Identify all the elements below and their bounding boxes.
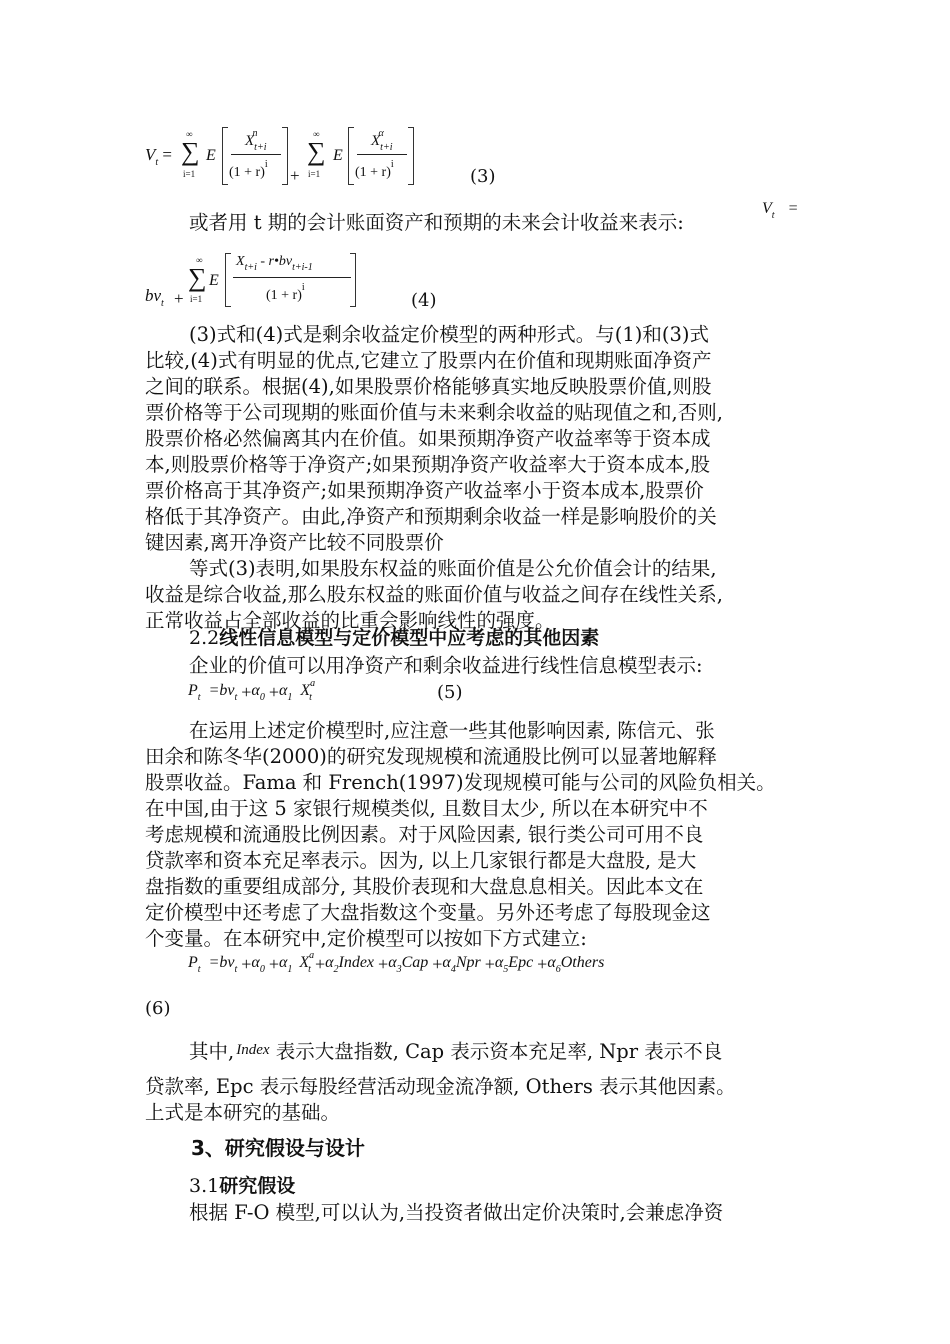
section-heading-3: 3、研究假设与设计 bbox=[191, 1136, 365, 1160]
eq4-intro: 或者用 t 期的会计账面资产和预期的未来会计收益来表示: bbox=[189, 211, 684, 234]
paragraph-variable-definitions-line2: 贷款率, Epc 表示每股经营活动现金流净额, Others 表示其他因素。 bbox=[145, 1075, 736, 1098]
equation-number: (3) bbox=[470, 166, 496, 187]
equation-6: $P_t =bv_t +\alpha_0 +\alpha_1$ $X^a_t$ $+\alpha_2Index +\alpha_3Cap +\alpha_4Npr +\alpha_5Epc$ $+\alpha_6Others$ bbox=[188, 950, 605, 975]
equation-4: $bv_t$ + ∞ ∑ i=1 E $X_{t+i}$ - $r•bv_{t+i-1}$ $(1 + r)^i$ (4) bbox=[145, 254, 437, 311]
section-heading-3-1: 3.1研究假设 bbox=[189, 1175, 296, 1197]
paragraph-equation-3: 等式(3)表明,如果股东权益的账面价值是公允价值会计的结果, 收益是综合收益,那么股东权益的账面价值与收益之间存在线性关系, 正常收益占全部收益的比重会影响线性的强度。 bbox=[145, 557, 723, 632]
paragraph-other-factors: 在运用上述定价模型时,应注意一些其他影响因素, 陈信元、张 田余和陈冬华(2000)的研究发现规模和流通股比例可以显著地解释 股票收益。Fama 和 French(1997)发现规模可能与公司的风险负相关。 在中国,由于这 5 家银行规模类似, 且数目太少, 所以在本研究中不 考虑规模和流通股比例因素。对于风险因素, 银行类公司可用不良 贷款率和资本充足率表示。因为, 以上几家银行都是大盘股, 是大 盘指数的重要组成部分, 其股价表现和大盘息息相关。因此本文在 定价模型中还考虑了大盘指数这个变量。另外还考虑了每股现金这 个变量。在本研究中,定价模型可以按如下方式建立: bbox=[145, 719, 776, 950]
eq4-intro-tail: $V_t$ = bbox=[762, 200, 798, 221]
equation-5: $P_t =bv_t +\alpha_0 +\alpha_1$ $X^a_t$ (5) bbox=[188, 678, 463, 703]
eq3-lhs: V bbox=[145, 145, 156, 164]
paragraph-residual-income: (3)式和(4)式是剩余收益定价模型的两种形式。与(1)和(3)式 比较,(4)式有明显的优点,它建立了股票内在价值和现期账面净资产 之间的联系。根据(4),如果股票价格能够真实地反映股票价值,则股 票价格等于公司现期的账面价值与未来剩余收益的贴现值之和,否则, 股票价格必然偏离其内在价值。如果预期净资产收益率等于资本成 本,则股票价格等于净资产;如果预期净资产收益率大于资本成本,股 票价格高于其净资产;如果预期净资产收益率小于资本成本,股票价 格低于其净资产。由此,净资产和预期剩余收益一样是影响股价的关 键因素,离开净资产比较不同股票价 bbox=[145, 323, 723, 554]
paragraph-hypothesis: 根据 F-O 模型,可以认为,当投资者做出定价决策时,会兼虑净资 bbox=[189, 1201, 724, 1224]
equation-3: $V_t$ = ∞ ∑ i=1 E $X_{t+i}^n$ $(1 + r)^i$ + ∞ ∑ i=1 E $X_{t+i}^\alpha$ $(1 + r)^i$ (3) bbox=[145, 128, 496, 187]
paragraph-variable-definitions-line3: 上式是本研究的基础。 bbox=[145, 1101, 341, 1124]
equation-number: (5) bbox=[437, 682, 463, 703]
sum-symbol: ∑ bbox=[181, 137, 200, 166]
paragraph-linear-model: 企业的价值可以用净资产和剩余收益进行线性信息模型表示: bbox=[189, 654, 703, 677]
equation-number: (4) bbox=[411, 290, 437, 311]
paragraph-variable-definitions: 其中, $^{Index}$ 表示大盘指数, Cap 表示资本充足率, Npr 表示不良 bbox=[189, 1040, 723, 1063]
equation-number-6: (6) bbox=[145, 998, 171, 1019]
section-heading-2-2: 2.2线性信息模型与定价模型中应考虑的其他因素 bbox=[189, 627, 600, 649]
